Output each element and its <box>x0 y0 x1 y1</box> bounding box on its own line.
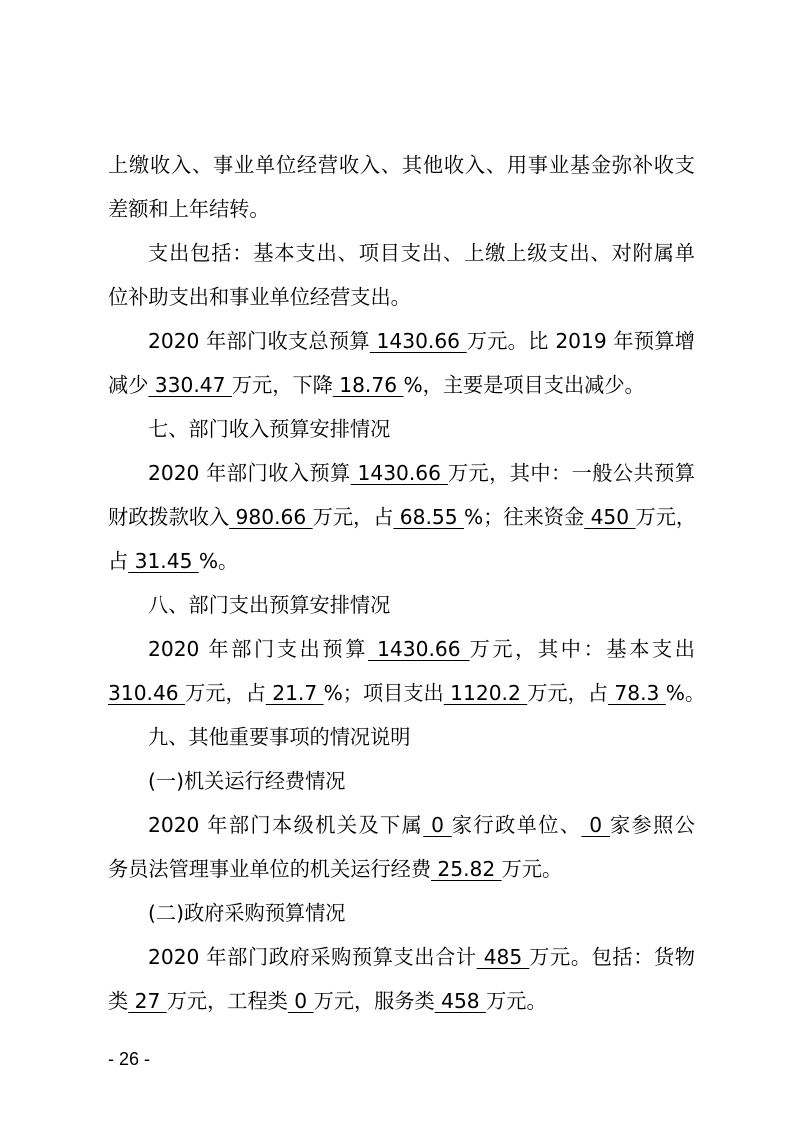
paragraph-total-budget-line-1 <box>148 326 695 356</box>
text: 万元。包括：货物 <box>529 945 695 969</box>
admin-units-count: 0 <box>423 813 452 837</box>
operating-cost-value: 25.82 <box>431 857 502 881</box>
text: 家行政单位、 <box>451 813 582 837</box>
paragraph-expense-line-1: 支出包括：基本支出、项目支出、上缴上级支出、对附属单 <box>148 241 695 265</box>
basic-expense-percent: 21.7 <box>265 681 324 705</box>
paragraph-operating-cost-line-2 <box>108 854 562 884</box>
text: 万元，其中：基本支出 <box>469 637 695 661</box>
income-total-value: 1430.66 <box>350 461 448 485</box>
paragraph-operating-cost-line-1 <box>148 810 695 840</box>
text: 万元。 <box>486 989 547 1013</box>
paragraph-procurement-line-1 <box>148 942 695 972</box>
text: 万元，占 <box>312 505 394 529</box>
text: 占 <box>108 549 129 573</box>
text: 减少 <box>108 373 149 397</box>
text: 2020 年部门政府采购预算支出合计 <box>148 945 477 969</box>
reference-units-count: 0 <box>581 813 610 837</box>
text: 务员法管理事业单位的机关运行经费 <box>108 857 432 881</box>
text: 万元。 <box>501 857 563 881</box>
text: %；往来资金 <box>464 505 585 529</box>
text: 家参照公 <box>609 813 695 837</box>
paragraph-income-line-2: 差额和上年结转。 <box>108 197 270 221</box>
paragraph-income-budget-line-2 <box>108 502 695 532</box>
section-heading-9: 九、其他重要事项的情况说明 <box>148 725 411 749</box>
fiscal-income-percent: 68.55 <box>393 505 465 529</box>
paragraph-total-budget-line-2 <box>108 370 645 400</box>
subsection-heading-operating-cost: (一)机关运行经费情况 <box>148 769 346 793</box>
page-number: - 26 - <box>108 1049 151 1069</box>
paragraph-income-line-1: 上缴收入、事业单位经营收入、其他收入、用事业基金弥补收支 <box>108 153 695 177</box>
text: 2020 年部门支出预算 <box>148 637 369 661</box>
text: %；项目支出 <box>323 681 444 705</box>
basic-expense-value: 310.46 <box>108 681 186 705</box>
transfer-funds-percent: 31.45 <box>128 549 199 573</box>
paragraph-income-budget-line-1 <box>148 458 695 488</box>
text: 2020 年部门收支总预算 <box>148 329 370 353</box>
paragraph-income-budget-line-3 <box>108 546 238 576</box>
text: 2020 年部门收入预算 <box>148 461 351 485</box>
text: 万元，工程类 <box>166 989 288 1013</box>
project-expense-value: 1120.2 <box>443 681 528 705</box>
text: 万元，其中：一般公共预算 <box>447 461 695 485</box>
text: 万元，服务类 <box>313 989 435 1013</box>
paragraph-expense-budget-line-1 <box>148 634 695 664</box>
text: 2020 年部门本级机关及下属 <box>148 813 424 837</box>
services-value: 458 <box>434 989 487 1013</box>
text: 万元，占 <box>185 681 266 705</box>
text: %。 <box>665 681 706 705</box>
total-budget-value: 1430.66 <box>369 329 467 353</box>
engineering-value: 0 <box>287 989 314 1013</box>
decrease-percent: 18.76 <box>332 373 404 397</box>
section-heading-8: 八、部门支出预算安排情况 <box>148 593 391 617</box>
procurement-total-value: 485 <box>476 945 530 969</box>
section-heading-7: 七、部门收入预算安排情况 <box>148 417 391 441</box>
text: 类 <box>108 989 129 1013</box>
text: 万元， <box>635 505 697 529</box>
decrease-value: 330.47 <box>148 373 232 397</box>
subsection-heading-procurement: (二)政府采购预算情况 <box>148 901 346 925</box>
text: %，主要是项目支出减少。 <box>403 373 645 397</box>
transfer-funds-value: 450 <box>584 505 636 529</box>
paragraph-expense-line-2: 位补助支出和事业单位经营支出。 <box>108 285 411 309</box>
project-expense-percent: 78.3 <box>608 681 666 705</box>
expense-total-value: 1430.66 <box>368 637 470 661</box>
fiscal-income-value: 980.66 <box>229 505 313 529</box>
text: 万元。比 2019 年预算增 <box>466 329 695 353</box>
text: %。 <box>198 549 239 573</box>
text: 万元，占 <box>527 681 608 705</box>
paragraph-procurement-line-2 <box>108 986 547 1016</box>
text: 万元，下降 <box>231 373 333 397</box>
text: 财政拨款收入 <box>108 505 230 529</box>
goods-value: 27 <box>128 989 167 1013</box>
paragraph-expense-budget-line-2 <box>108 678 706 708</box>
